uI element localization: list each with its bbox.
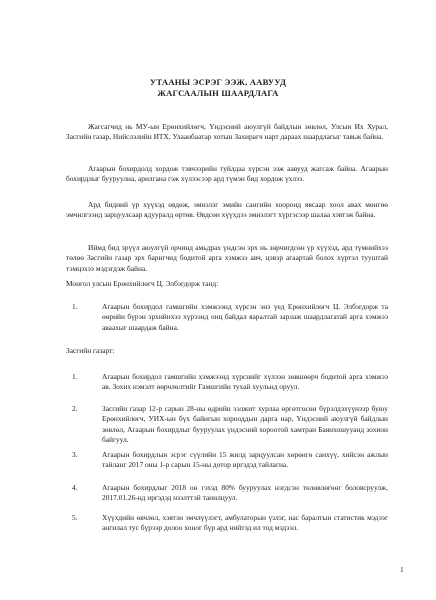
government-item-5-number: 5. — [72, 513, 78, 522]
president-item-text: Агаарын бохирдол гамшгийн хэмжээнд хүрсэн энэ үед Ерөнхийлөгч Ц. Элбэгдорж та өөрийн бүрэн эрхийнхээ хүрээнд онц байдал яаралтай зарлаж шаардлагатай арга хэмжээ аваахыг шаардаж байна. — [102, 302, 388, 332]
intro-paragraph-4: Иймд бид эрүүл аюулгүй орчинд амьдрах үндсэн эрх нь зөрчигдсөн үр хүүхэд, ард түмнийхээ төлөө Засгийн газар эрх баригчид бодитой арга хэмжээ авч, цэвэр агаартай болох хүртэл тууштай тэмцэхээ мэдэгдэж байна. — [66, 243, 388, 273]
president-item-number: 1. — [72, 302, 78, 311]
intro-paragraph-3: Ард бидний үр хүүхэд өвдөж, эмнэлэг эмийн сангийн хооронд явсаар хоол авах мөнгөө эмчилгээнд зарцуулсаар ядууралд өртөв. Өвдсөн хүүхдээ эмнэлэгт хүргэсээр шалаа хэвтэж байна. — [66, 200, 388, 220]
government-heading: Засгийн газарт: — [66, 346, 115, 355]
government-item-1-number: 1. — [72, 372, 78, 381]
government-item-1-text: Агаарын бохирдол гамшгийн хэмжээнд хүрснийг хүлээн зөвшөөрч бодитой арга хэмжээ ав. Зохих нэмэлт өөрчлөлтийг Гамшгийн тухай хуульнд оруул. — [102, 372, 388, 392]
government-item-4-number: 4. — [72, 483, 78, 492]
intro-paragraph-2: Агаарын бохирдолд хордож тэвчээрийн туйлдаа хүрсэн ээж аавууд жагсаж байна. Агаарын бохирдлыг бууруулна, арилгана гэж хүлээсээр ард түмэн бид хордож үхлээ. — [66, 164, 388, 184]
government-item-2-text: Засгийн газар 12-р сарын 28-ны өдрийн ээлжит хурлаа өргөтгөсөн бүрэлдэхүүнээр буюу Ерөнхийлөгч, УИХ-ын бүх байнгын хорооддын дарга нар, Үндэсний аюулгүй байдлын зөвлөл, Агаарын бохирдлыг бууруулах үндэсний хороотой хамтран Баянхошууанд зохион байгуул. — [102, 404, 388, 445]
page-number: 1 — [400, 565, 404, 574]
government-item-3-number: 3. — [72, 450, 78, 459]
president-heading: Монгол улсын Ерөнхийлөгч Ц. Элбэгдорж танд: — [66, 279, 219, 288]
government-item-5-text: Хүүхдийн өвчлөл, хэвтэн эмчлүүлэгт, амбулаторын үзлэг, нас баралтын статистик мэдээг ангилал тус бүрээр долоо хоног бүр ард нийтэд ил тод мэдээл. — [102, 513, 388, 533]
document-title-line-1: УТААНЫ ЭСРЭГ ЭЭЖ, ААВУУД — [149, 77, 287, 87]
government-item-2-number: 2. — [72, 404, 78, 413]
government-item-4-text: Агаарын бохирдлыг 2018 он гэхэд 80% бууруулах нэгдсэн төлөвлөгөөг боловсруулж, 2017.01.26-нд иргэдэд нээлттэй танилцуул. — [102, 483, 388, 503]
intro-paragraph-1: Жагсагчид нь МУ-ын Ерөнхийлөгч, Үндэсний аюулгүй байдлын зөвлөл, Улсын Их Хурал, Засгийн газар, Нийслэлийн ИТХ, Улаанбаатар хотын Захирагч нарт дараах шаардлагыг тавьж байна. — [66, 122, 388, 142]
government-item-3-text: Агаарын бохирдлын эсрэг сүүлийн 15 жилд зарцуулсан хөрөнгө санхүү, хийсэн ажлын тайланг 2017 оны 1-р сарын 15-ны дотор иргэдэд тайлагна. — [102, 450, 388, 470]
document-title-line-2: ЖАГСААЛЫН ШААРДЛАГА — [157, 88, 279, 98]
